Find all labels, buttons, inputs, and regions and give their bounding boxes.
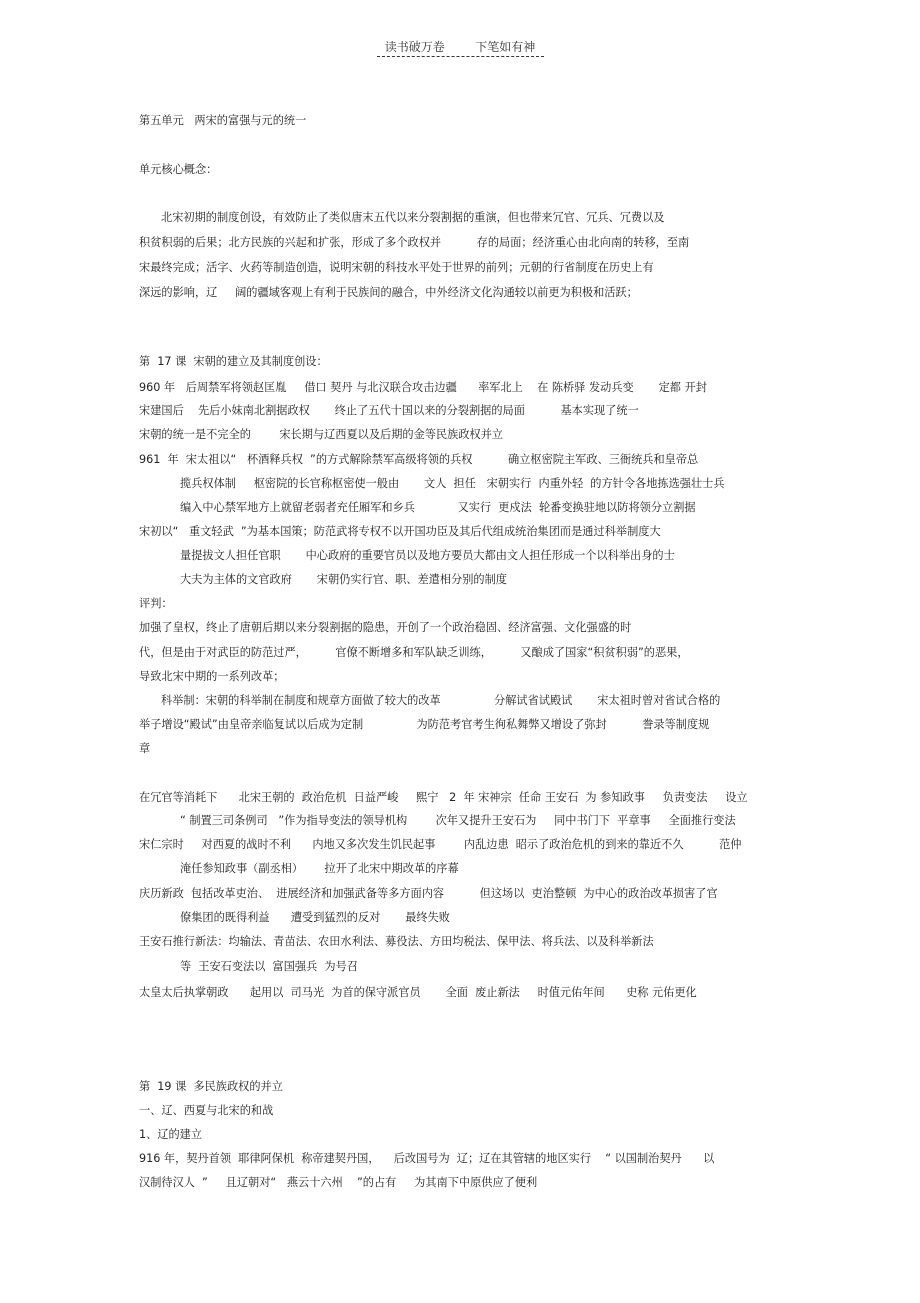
unit-title: 第五单元 两宋的富强与元的统一 [139, 114, 307, 127]
lesson-17-title: 第 17 课 宋朝的建立及其制度创设： [139, 355, 328, 368]
paragraph-line: 章 [139, 742, 151, 755]
paragraph-line: 宋最终完成；活字、火药等制造创造，说明宋朝的科技水平处于世界的前列；元朝的行省制度在历史上有 [139, 261, 654, 274]
header-divider [377, 56, 544, 57]
paragraph-line: 宋仁宗时 对西夏的战时不利 内地又多次发生饥民起事 内乱边患 昭示了政治危机的到来的靠近不久 范仲 [139, 838, 742, 851]
paragraph-line: 代，但是由于对武臣的防范过严， 官僚不断增多和军队缺乏训练， 又酿成了国家“积贫积弱”的恶果， [139, 646, 689, 659]
paragraph-line: 积贫积弱的后果；北方民族的兴起和扩张，形成了多个政权并 存的局面；经济重心由北向南的转移，至南 [139, 236, 690, 249]
paragraph-line: 举子增设“殿试”由皇帝亲临复试以后成为定制 为防范考官考生徇私舞弊又增设了弥封 誊录等制度规 [139, 718, 710, 731]
evaluation-heading: 评判： [139, 597, 173, 610]
paragraph-line: 揽兵权体制 枢密院的长官称枢密使一般由 文人 担任 宋朝实行 内重外轻 的方针令各地拣选强壮士兵 [180, 477, 725, 490]
paragraph-line: 编入中心禁军地方上就留老弱者充任厢军和乡兵 又实行 更戍法 轮番变换驻地以防将领分立割据 [180, 501, 696, 514]
paragraph-line: 宋朝的统一是不完全的 宋长期与辽西夏以及后期的金等民族政权并立 [139, 428, 504, 441]
paragraph-line: 北宋初期的制度创设，有效防止了类似唐末五代以来分裂割据的重演，但也带来冗官、冗兵、冗费以及 [161, 211, 665, 224]
paragraph-line: 大夫为主体的文官政府 宋朝仍实行官、职、差遣相分别的制度 [180, 573, 507, 586]
page-header-motto: 读书破万卷 下笔如有神 [384, 40, 536, 54]
paragraph-line: 科举制：宋朝的科举制在制度和规章方面做了较大的改革 分解试省试殿试 宋太祖时曾对省试合格的 [161, 694, 721, 707]
paragraph-line: 在冗官等消耗下 北宋王朝的 政治危机 日益严峻 熙宁 2 年 宋神宗 任命 王安石 为 参知政事 负责变法 设立 [139, 791, 748, 804]
paragraph-line: 961 年 宋太祖以“ 杯酒释兵权 ”的方式解除禁军高级将领的兵权 确立枢密院主军政、三衙统兵和皇帝总 [139, 453, 699, 466]
paragraph-line: 庆历新政 包括改革吏治、 进展经济和加强武备等多方面内容 但这场以 吏治整顿 为中心的政治改革损害了官 [139, 887, 718, 900]
paragraph-line: 王安石推行新法：均输法、青苗法、农田水利法、募役法、方田均税法、保甲法、将兵法、以及科举新法 [139, 935, 654, 948]
paragraph-line: 916 年，契丹首领 耶律阿保机 称帝建契丹国， 后改国号为 辽；辽在其管辖的地区实行 “ 以国制治契丹 以 [139, 1152, 715, 1165]
paragraph-line: 深远的影响，辽 阔的疆域客观上有利于民族间的融合，中外经济文化沟通较以前更为积极和活跃； [139, 286, 638, 299]
lesson-19-title: 第 19 课 多民族政权的并立 [139, 1080, 283, 1093]
paragraph-line: 等 王安石变法以 富国强兵 为号召 [180, 960, 358, 973]
section-heading: 一、辽、西夏与北宋的和战 [139, 1104, 274, 1117]
paragraph-line: “ 制置三司条例司 ”作为指导变法的领导机构 次年又提升王安石为 同中书门下 平章事 全面推行变法 [180, 814, 736, 827]
paragraph-line: 宋初以“ 重文轻武 ”为基本国策；防范武将专权不以开国功臣及其后代组成统治集团而是通过科举制度大 [139, 525, 661, 538]
paragraph-line: 汉制待汉人 ” 且辽朝对“ 燕云十六州 ”的占有 为其南下中原供应了便利 [139, 1176, 538, 1189]
subsection-heading: 1、辽的建立 [139, 1128, 203, 1141]
paragraph-line: 量提拔文人担任官职 中心政府的重要官员以及地方要员大都由文人担任形成一个以科举出身的士 [180, 549, 675, 562]
paragraph-line: 加强了皇权，终止了唐朝后期以来分裂割据的隐患，开创了一个政治稳固、经济富强、文化强盛的时 [139, 621, 632, 634]
paragraph-line: 僚集团的既得利益 遭受到猛烈的反对 最终失败 [180, 911, 450, 924]
paragraph-line: 淹任参知政事（副丞相） 拉开了北宋中期改革的序幕 [180, 862, 459, 875]
core-concepts-heading: 单元核心概念： [139, 163, 218, 176]
paragraph-line: 太皇太后执掌朝政 起用以 司马光 为首的保守派官员 全面 废止新法 时值元佑年间 史称 元佑更化 [139, 986, 697, 999]
paragraph-line: 宋建国后 先后小妹南北割据政权 终止了五代十国以来的分裂割据的局面 基本实现了统一 [139, 404, 639, 417]
paragraph-line: 导致北宋中期的一系列改革； [139, 670, 285, 683]
paragraph-line: 960 年 后周禁军将领赵匡胤 借口 契丹 与北汉联合攻击边疆 率军北上 在 陈桥驿 发动兵变 定都 开封 [139, 381, 707, 394]
